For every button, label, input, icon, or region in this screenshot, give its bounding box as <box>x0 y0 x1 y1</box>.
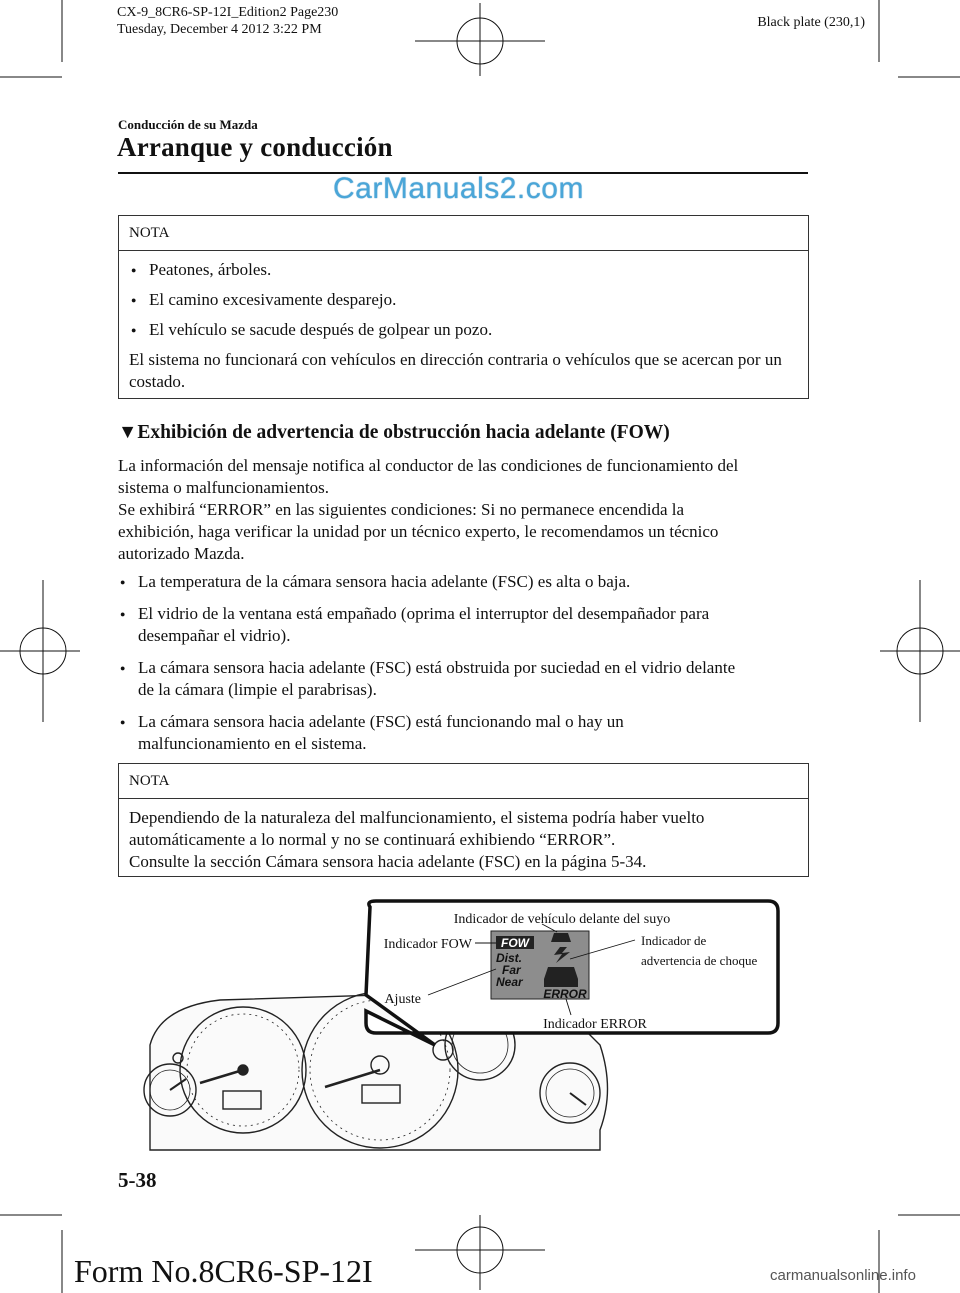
callout-error: Indicador ERROR <box>543 1017 647 1032</box>
vehicle-ahead-icon <box>551 933 571 942</box>
note-bullet: ● Peatones, árboles. <box>129 259 798 281</box>
callout-ajuste: Ajuste <box>384 992 421 1007</box>
intro-line: exhibición, haga verificar la unidad por un técnico experto, le recomendamos un técnico <box>118 522 719 541</box>
date-line: Tuesday, December 4 2012 3:22 PM <box>117 22 322 37</box>
note-paragraph: El sistema no funcionará con vehículos en dirección contraria o vehículos que se acercan por un costado. <box>129 350 782 391</box>
callout-fow: Indicador FOW <box>383 937 472 952</box>
own-vehicle-icon <box>544 967 578 987</box>
subheading <box>118 422 670 444</box>
intro-line: sistema o malfuncionamientos. <box>118 478 330 497</box>
note-line: Consulte la sección Cámara sensora hacia adelante (FSC) en la página 5-34. <box>129 852 647 871</box>
section-label: Conducción de su Mazda <box>118 117 258 132</box>
list-item: ● El vidrio de la ventana está empañado (oprima el interruptor del desempañador para desempañar el vidrio). <box>118 603 818 647</box>
display-fow-label: FOW <box>501 936 529 950</box>
note-line: automáticamente a lo normal y no se continuará exhibiendo “ERROR”. <box>129 830 616 849</box>
form-number: Form No.8CR6-SP-12I <box>74 1253 373 1289</box>
intro-line: Se exhibirá “ERROR” en las siguientes condiciones: Si no permanece encendida la <box>118 500 685 519</box>
plate-label: Black plate (230,1) <box>757 15 865 30</box>
callout-warning-line2: advertencia de choque <box>641 953 758 968</box>
edition-line: CX-9_8CR6-SP-12I_Edition2 Page230 <box>117 5 339 20</box>
intro-paragraph <box>118 455 818 565</box>
conditions-list <box>118 571 818 755</box>
instrument-cluster-figure <box>130 895 790 1165</box>
page-number: 5-38 <box>118 1168 157 1192</box>
print-header <box>117 4 338 38</box>
subheading-text: Exhibición de advertencia de obstrucción hacia adelante (FOW) <box>137 422 670 443</box>
note-bullet: ● El vehículo se sacude después de golpear un pozo. <box>129 319 798 341</box>
chapter-title: Arranque y conducción <box>117 132 393 162</box>
display-far-label: Far <box>502 963 521 977</box>
note-bullet: ● El camino excesivamente desparejo. <box>129 289 798 311</box>
watermark: CarManuals2.com <box>333 172 584 205</box>
list-item: ● La cámara sensora hacia adelante (FSC) está obstruida por suciedad en el vidrio delante de la cámara (limpie el parabrisas). <box>118 657 818 701</box>
callout-warning-line1: Indicador de <box>641 933 707 948</box>
fow-display <box>491 931 589 1001</box>
note-line: Dependiendo de la naturaleza del malfuncionamiento, el sistema podría haber vuelto <box>129 808 705 827</box>
intro-line: autorizado Mazda. <box>118 544 245 563</box>
triangle-marker-icon: ▼ <box>118 422 138 443</box>
display-dist-label: Dist. <box>496 951 523 965</box>
note-title: NOTA <box>119 764 808 799</box>
display-near-label: Near <box>496 975 523 989</box>
note-title: NOTA <box>119 216 808 251</box>
display-error-label: ERROR <box>543 987 587 1001</box>
list-item: ● La temperatura de la cámara sensora hacia adelante (FSC) es alta o baja. <box>118 571 818 593</box>
intro-line: La información del mensaje notifica al conductor de las condiciones de funcionamiento del <box>118 456 739 475</box>
footer-site: carmanualsonline.info <box>770 1267 916 1284</box>
callout-vehicle-ahead: Indicador de vehículo delante del suyo <box>453 912 671 927</box>
list-item: ● La cámara sensora hacia adelante (FSC) está funcionando mal o hay un malfuncionamiento en el sistema. <box>118 711 818 755</box>
note-box-2 <box>118 763 809 877</box>
note-box-1 <box>118 215 809 399</box>
